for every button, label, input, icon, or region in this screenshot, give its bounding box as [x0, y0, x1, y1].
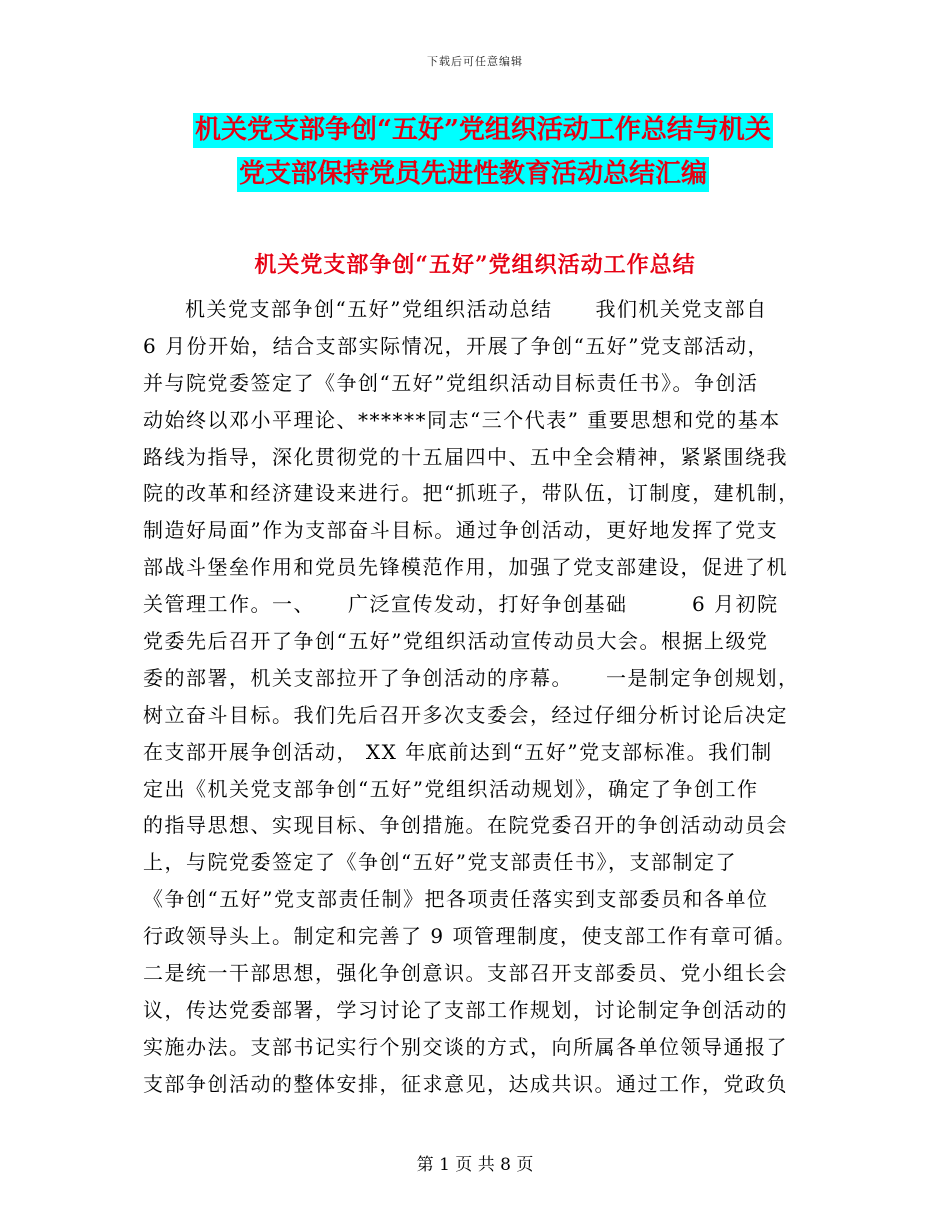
document-title-line-2: 党支部保持党员先进性教育活动总结汇编	[237, 157, 709, 192]
body-line: 在支部开展争创活动， XX 年底前达到“五好”党支部标准。我们制	[143, 739, 773, 764]
page-footer: 第 1 页 共 8 页	[416, 1155, 534, 1175]
body-text	[143, 291, 843, 1103]
body-line: 行政领导头上。制定和完善了 9 项管理制度，使支部工作有章可循。	[143, 924, 797, 949]
body-line: 上，与院党委签定了《争创“五好”党支部责任书》，支部制定了	[143, 850, 737, 875]
section-title: 机关党支部争创“五好”党组织活动工作总结	[254, 252, 696, 278]
body-line: 支部争创活动的整体安排，征求意见，达成共识。通过工作，党政负	[143, 1071, 788, 1096]
body-line: 动始终以邓小平理论、******同志“三个代表” 重要思想和党的基本	[143, 407, 781, 432]
body-line: 委的部署，机关支部拉开了争创活动的序幕。 一是制定争创规划，	[143, 665, 800, 690]
body-line: 院的改革和经济建设来进行。把“抓班子，带队伍，订制度，建机制，	[143, 481, 800, 506]
body-line: 制造好局面”作为支部奋斗目标。通过争创活动，更好地发挥了党支	[143, 518, 779, 543]
body-line: 定出《机关党支部争创“五好”党组织活动规划》，确定了争创工作	[143, 776, 759, 801]
body-line: 《争创“五好”党支部责任制》把各项责任落实到支部委员和各单位	[143, 887, 769, 912]
body-line: 树立奋斗目标。我们先后召开多次支委会，经过仔细分析讨论后决定	[143, 702, 788, 727]
body-line: 6 月份开始，结合支部实际情况，开展了争创“五好”党支部活动，	[143, 333, 770, 358]
page-header-note: 下载后可任意编辑	[427, 55, 523, 68]
body-line: 路线为指导，深化贯彻党的十五届四中、五中全会精神，紧紧围绕我	[143, 444, 788, 469]
body-line: 并与院党委签定了《争创“五好”党组织活动目标责任书》。争创活	[143, 370, 759, 395]
body-line: 机关党支部争创“五好”党组织活动总结 我们机关党支部自	[185, 297, 768, 321]
body-line: 部战斗堡垒作用和党员先锋模范作用，加强了党支部建设，促进了机	[143, 555, 788, 580]
body-line: 二是统一干部思想，强化争创意识。支部召开支部委员、党小组长会	[143, 961, 788, 986]
body-line: 党委先后召开了争创“五好”党组织活动宣传动员大会。根据上级党	[143, 629, 769, 654]
body-line: 的指导思想、实现目标、争创措施。在院党委召开的争创活动动员会	[143, 813, 788, 838]
body-line: 实施办法。支部书记实行个别交谈的方式，向所属各单位领导通报了	[143, 1034, 788, 1059]
body-line: 议，传达党委部署，学习讨论了支部工作规划，讨论制定争创活动的	[143, 997, 788, 1022]
body-line: 关管理工作。一、 广泛宣传发动，打好争创基础 6 月初院	[143, 592, 779, 617]
document-title-line-1: 机关党支部争创“五好”党组织活动工作总结与机关	[193, 113, 773, 148]
